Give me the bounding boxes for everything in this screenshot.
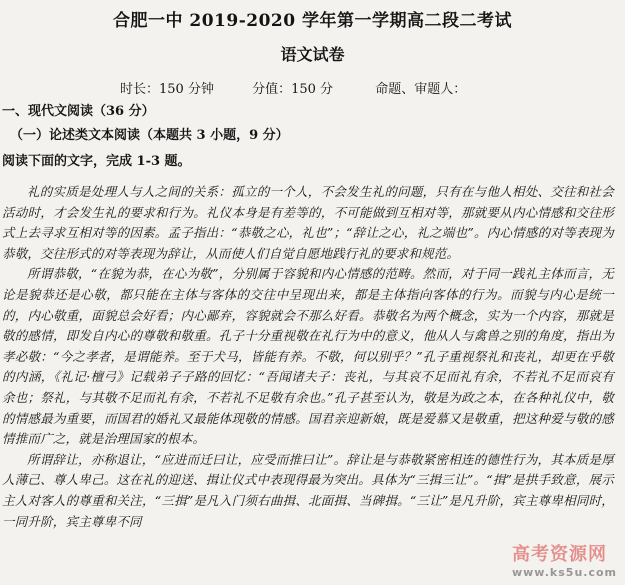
subsection-heading: （一）论述类文本阅读（本题共 3 小题，9 分） xyxy=(10,128,289,143)
score-text: 分值：150 分 xyxy=(252,82,334,97)
exam-title: 合肥一中 2019-2020 学年第一学期高二段二考试 xyxy=(112,11,513,31)
reviewers-text: 命题、审题人： xyxy=(375,82,467,97)
reading-passage xyxy=(2,182,614,532)
passage-paragraph: 所谓辞让，亦称退让，“应进而迁曰让，应受而推曰让”。辞让是与恭敬紧密相连的德性行为，其本质是厚人薄己、尊人卑己。这在礼的迎送、揖让仪式中表现得最为突出。具体为“三揖三让”。“揖”是拱手致意，展示主人对客人的尊重和关注，“三揖”是凡入门须右曲揖、北面揖、当碑揖。“三让”是凡升阶，宾主尊卑相同时，一同升阶，宾主尊卑不同 xyxy=(2,451,614,529)
exam-meta xyxy=(120,78,466,97)
watermark-url: www.ks5u.com xyxy=(511,566,617,579)
passage-paragraph: 礼的实质是处理人与人之间的关系：孤立的一个人，不会发生礼的问题，只有在与他人相处、交往和社会活动时，才会发生礼的要求和行为。礼仪本身是有差等的，不可能做到互相对等，那就要从内心情感和交往形式上去寻求互相对等的因素。孟子指出：“恭敬之心，礼也”；“辞让之心，礼之端也”。内心情感的对等表现为恭敬，交往形式的对等表现为辞让，从而使人们自觉自愿地践行礼的要求和规范。 xyxy=(2,184,614,261)
duration-text: 时长：150 分钟 xyxy=(120,82,214,97)
watermark-logo xyxy=(512,540,617,579)
passage-paragraph: 所谓恭敬，“在貌为恭，在心为敬”，分别属于容貌和内心情感的范畴。然而，对于同一践礼主体而言，无论是貌恭还是心敬，都只能在主体与客体的交往中呈现出来，都是主体指向客体的行为。而貌与内心是统一的，内心敬重，面貌总会好看；内心鄙弃，容貌就会不那么好看。恭敬名为两个概念，实为一个内容，那就是敬的感情，即发自内心的尊敬和敬重。孔子十分重视敬在礼行为中的意义，他从人与禽兽之别的角度，指出为孝必敬：“今之孝者，是谓能养。至于犬马，皆能有养。不敬，何以别乎？”孔子重视祭礼和丧礼，却更在乎敬的内涵，《礼记·檀弓》记载弟子子路的回忆：“吾闻诸夫子：丧礼，与其哀不足而礼有余，不若礼不足而哀有余也；祭礼，与其敬不足而礼有余，不若礼不足敬有余也。”孔子甚至认为，敬是为政之本，在各种礼仪中，敬的情感最为重要，而国君的婚礼又最能体现敬的情感。国君亲迎新娘，既是爱慕又是敬重，把这种爱与敬的感情推而广之，就是治理国家的根本。 xyxy=(2,266,614,447)
exam-subtitle: 语文试卷 xyxy=(280,45,345,64)
instruction-text: 阅读下面的文字，完成 1-3 题。 xyxy=(2,154,191,169)
section-heading: 一、现代文阅读（36 分） xyxy=(2,104,155,119)
watermark-brand: 高考资源网 xyxy=(511,544,607,565)
